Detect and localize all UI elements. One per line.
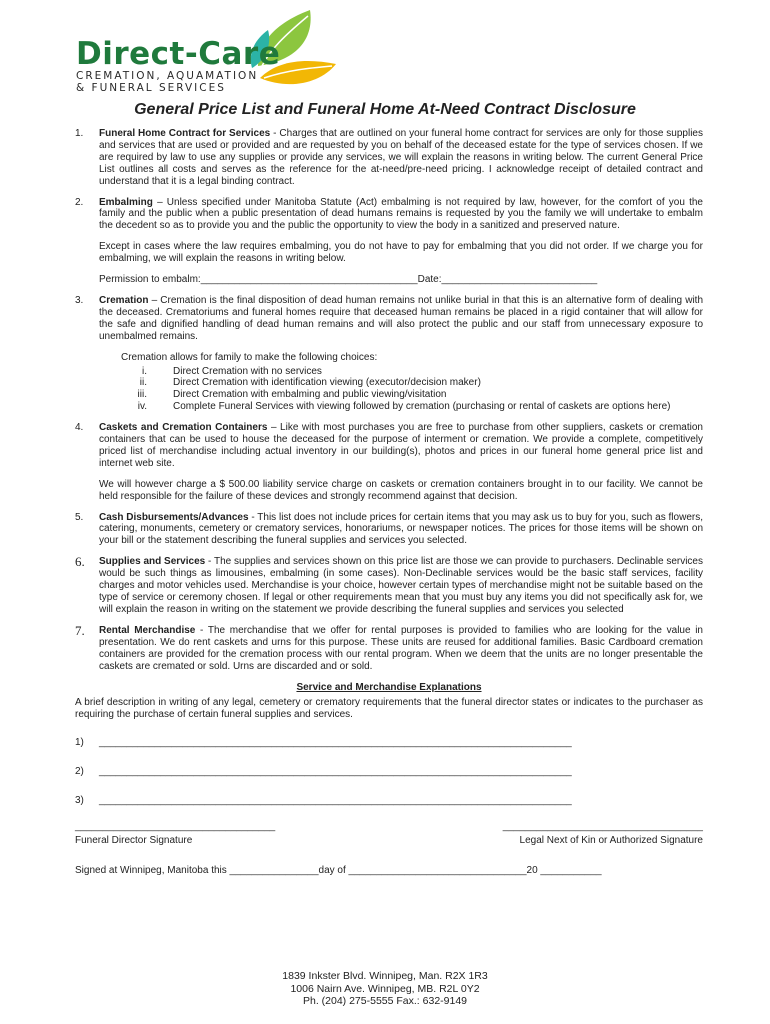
next-of-kin-signature-line[interactable]: ____________________________________ (502, 820, 703, 832)
footer-address (0, 970, 770, 1008)
embalming-note: Except in cases where the law requires embalming, you do not have to pay for embalming that you did not order. If we charge you for embalming, we will explain the reasons in writing below. (99, 241, 703, 265)
item-number: 3. (75, 294, 84, 306)
item-text: – Like with most purchases you are free to purchase from other suppliers, caskets or cremation containers that can be used to house the deceased for the purpose of interment or cremation. We provide a complete, competitively priced list of merchandise including actual inventory in our building(s), photos and prices in our funeral home general price list and internet web site. (99, 422, 703, 469)
item-text: – Unless specified under Manitoba Statute (Act) embalming is not required by law, however, for the comfort of you the family and the public when a public presentation of dead humans remains is requested by you the family we will undertake to embalm the decedent so as to provide you and the public the opportunity to view the body in a sanitized and preserved nature. (99, 196, 703, 232)
explanation-line-1[interactable]: 1) _____________________________________________________________________________________ (75, 737, 572, 749)
item-heading: Supplies and Services (99, 556, 206, 568)
list-item: i. Direct Cremation with no services (142, 365, 322, 377)
item-heading: Caskets and Cremation Containers (99, 422, 268, 434)
item-4 (75, 422, 703, 502)
item-heading: Rental Merchandise (99, 624, 196, 636)
address-line-1: 1839 Inkster Blvd. Winnipeg, Man. R2X 1R3 (282, 970, 488, 982)
item-number: 2. (75, 196, 84, 208)
explanations-title: Service and Merchandise Explanations (296, 682, 482, 694)
cremation-choices-list (121, 366, 703, 414)
item-heading: Embalming (99, 196, 153, 208)
list-item: ii. Direct Cremation with identification viewing (executor/decision maker) (139, 377, 481, 389)
item-number: 6. (75, 554, 85, 570)
item-7 (75, 622, 703, 673)
explanation-line-3[interactable]: 3) _____________________________________________________________________________________ (75, 794, 572, 806)
item-5 (75, 512, 703, 548)
item-heading: Funeral Home Contract for Services (99, 128, 271, 139)
item-number: 4. (75, 422, 84, 434)
item-2 (75, 197, 703, 286)
item-text: - This list does not include prices for certain items that you may ask us to buy for you, such as flowers, catering, monuments, cemetery or crematory services, honorariums, or newspaper notices. The prices for those items will be shown on your bill or the statement describing the funeral supplies and services you selected. (99, 511, 703, 547)
item-text: – Cremation is the final disposition of dead human remains not unlike burial in that this is an alternative form of dealing with the deceased. Crematoriums and funeral homes require that deceased human remains be placed in a rigid container that will allow for the safe and dignified handling of dead human remains and will also protect the public and our staff from unnecessary exposure to unembalmed remains. (99, 294, 703, 342)
funeral-director-signature-label: Funeral Director Signature (75, 834, 193, 846)
brand-name: Direct-Care (76, 36, 281, 72)
cremation-choices-intro: Cremation allows for family to make the following choices: (121, 351, 378, 363)
item-text: - The supplies and services shown on this price list are those we can provide to purchasers. Declinable services would be such things as limousines, embalming (in some cases). Non-Declinable services would be the basic staff services, facility charges and motor vehicles used. Merchandise is your choice, however certain types of merchandise might not be suitable based on the type of service or ceremony chosen. If legal or other requirements mean that you must buy any items you did not specifically ask for, we will explain the reason in writing on the statement we provide describing the funeral supplies and services you selected (99, 556, 703, 615)
item-heading: Cremation (99, 294, 149, 306)
signature-lines (75, 821, 703, 833)
signature-labels (75, 835, 703, 847)
list-item: iii. Direct Cremation with embalming and public viewing/visitation (137, 389, 447, 401)
brand-tagline-1: CREMATION, AQUAMATION (76, 70, 259, 82)
liability-charge-note: We will however charge a $ 500.00 liability service charge on caskets or cremation containers brought in to our facility. We cannot be held responsible for the failure of these devices and strongly recommend against that decision. (99, 478, 703, 502)
funeral-director-signature-line[interactable]: ____________________________________ (75, 820, 276, 832)
brand-tagline-2: & FUNERAL SERVICES (76, 82, 226, 94)
signed-at-line[interactable]: Signed at Winnipeg, Manitoba this ________________day of ________________________________20 ___________ (75, 864, 602, 876)
explanations-intro: A brief description in writing of any legal, cemetery or crematory requirements that the funeral director states or indicates to the purchaser as requiring the purchase of certain funeral supplies and services. (75, 697, 703, 721)
item-number: 7. (75, 622, 85, 638)
explanation-line-2[interactable]: 2) _____________________________________________________________________________________ (75, 766, 572, 778)
document-title: General Price List and Funeral Home At-Need Contract Disclosure (134, 101, 636, 118)
item-text: - Charges that are outlined on your funeral home contract for services are only for those supplies and services that are used or provided and are requested by you on behalf of the deceased estate for the type of services chosen. If we are required by law to use any supplies or provide any services, we will explain the reasons in writing below. The current General Price List outlines all costs and serves as the reference for the at-need/pre-need pricing. I acknowledge receipt of detailed contract and understand that it is a legal binding contract. (99, 128, 703, 187)
next-of-kin-signature-label: Legal Next of Kin or Authorized Signature (519, 834, 703, 846)
item-3 (75, 295, 703, 413)
phone-fax-line: Ph. (204) 275-5555 Fax.: 632-9149 (302, 995, 468, 1007)
item-number: 5. (75, 511, 84, 523)
list-item: iv. Complete Funeral Services with viewing followed by cremation (purchasing or rental of caskets are options here) (137, 401, 671, 413)
item-6 (75, 556, 703, 616)
item-heading: Cash Disbursements/Advances (99, 511, 249, 523)
document-body (75, 128, 703, 877)
embalm-permission-line[interactable]: Permission to embalm:_______________________________________Date:____________________________ (99, 274, 598, 286)
direct-care-logo (70, 8, 340, 92)
item-text: - The merchandise that we offer for rental purposes is provided to families who are looking for the value in presentation. We do rent caskets and urns for this purpose. These units are reused for additional families. Basic Cardboard cremation containers are provided for the cremation process with our rental program. When we deem that the units are no longer presentable the caskets are cremated or sold. Urns are discarded and or sold. (99, 624, 703, 672)
item-number: 1. (75, 128, 84, 139)
item-1 (75, 128, 703, 188)
address-line-2: 1006 Nairn Ave. Winnipeg, MB. R2L 0Y2 (290, 982, 480, 995)
